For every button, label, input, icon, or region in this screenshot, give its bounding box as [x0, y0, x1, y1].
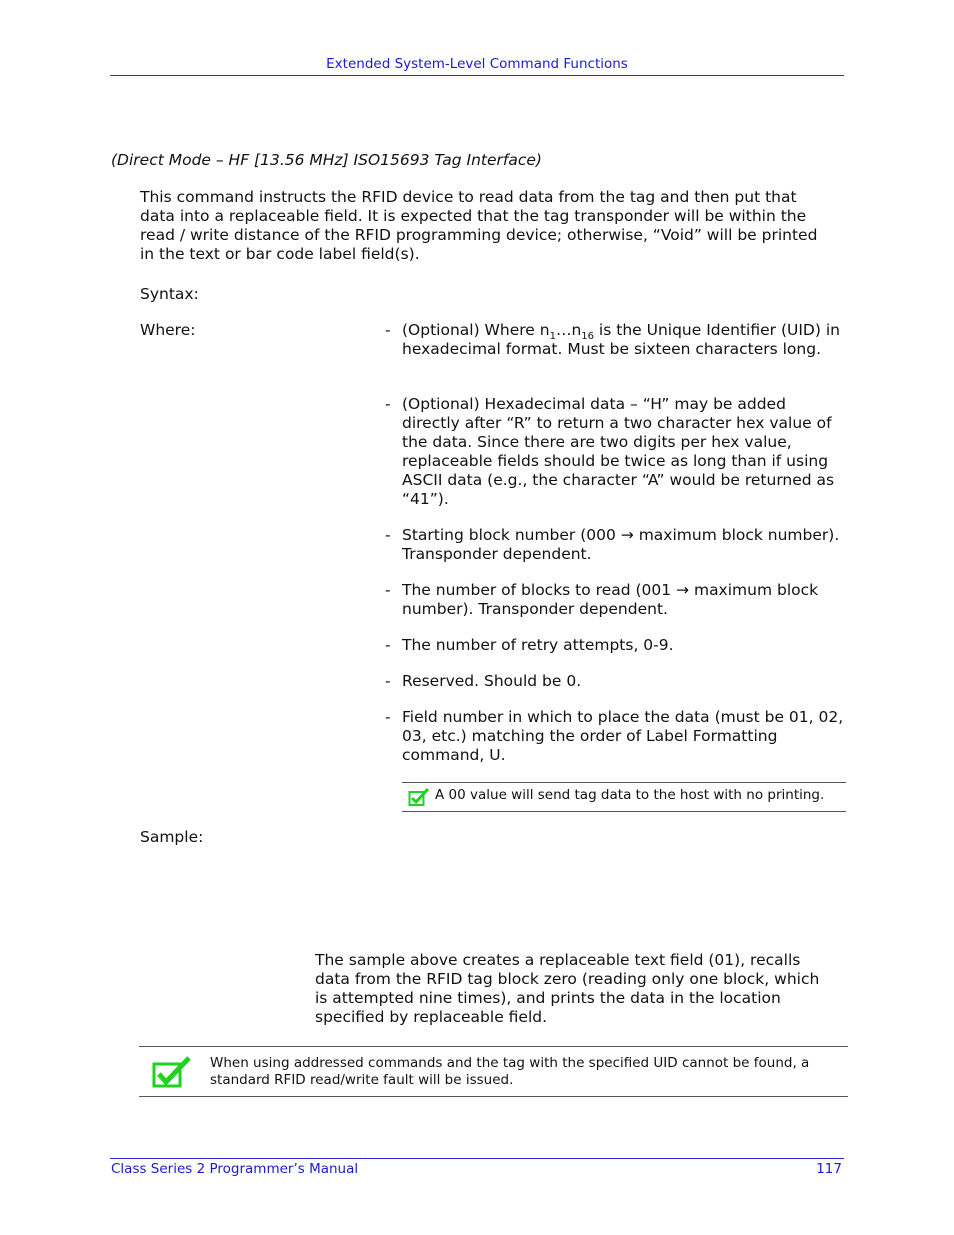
param-start-block-text: Starting block number (000 → maximum block number). Transponder dependent. — [402, 526, 840, 563]
list-dash: - — [385, 672, 391, 690]
param-field-number — [385, 708, 845, 765]
list-dash: - — [385, 395, 391, 413]
list-dash: - — [385, 581, 391, 599]
note-box-small — [402, 782, 846, 812]
param-reserved — [385, 672, 845, 691]
param-hex-text: (Optional) Hexadecimal data – “H” may be added directly after “R” to return a two character hex value of the data. Since there are two digits per hex value, replaceable fields should be twice as long than if using ASCII data (e.g., the character “A” would be returned as “41”). — [402, 395, 835, 508]
section-subtitle: (Direct Mode – HF [13.56 MHz] ISO15693 Tag Interface) — [111, 151, 542, 169]
sample-label: Sample: — [140, 828, 204, 846]
sample-description: The sample above creates a replaceable text field (01), recalls data from the RFID tag block zero (reading only one block, which is attempted nine times), and prints the data in the location specified by replaceable field. — [315, 951, 820, 1026]
param-field-number-text: Field number in which to place the data (must be 01, 02, 03, etc.) matching the order of Label Formatting command, U. — [402, 708, 844, 764]
where-label: Where: — [140, 321, 196, 339]
running-header: Extended System-Level Command Functions — [326, 56, 628, 72]
footer-rule — [110, 1158, 844, 1159]
checkmark-note-icon — [152, 1056, 192, 1092]
param-start-block — [385, 526, 845, 564]
param-uid — [385, 321, 845, 359]
note-large-text: When using addressed commands and the tag with the specified UID cannot be found, a standard RFID read/write fault will be issued. — [210, 1055, 810, 1088]
header-rule — [110, 75, 844, 76]
note-small-text: A 00 value will send tag data to the host with no printing. — [435, 787, 825, 803]
list-dash: - — [385, 526, 391, 544]
param-hex — [385, 395, 845, 509]
footer-page-number: 117 — [816, 1161, 842, 1177]
list-dash: - — [385, 321, 391, 339]
param-retry — [385, 636, 845, 655]
intro-paragraph: This command instructs the RFID device to read data from the tag and then put that data into a replaceable field. It is expected that the tag transponder will be within the read / write distance of the RFID programming device; otherwise, “Void” will be printed in the text or bar code label field(s). — [140, 188, 818, 263]
footer-manual-title: Class Series 2 Programmer’s Manual — [111, 1161, 359, 1177]
param-uid-text: (Optional) Where $n_1\dots n_{16}$ is the Unique Identifier (UID) in hexadecimal format. Must be sixteen characters long. — [402, 321, 840, 358]
list-dash: - — [385, 636, 391, 654]
param-block-count — [385, 581, 845, 619]
note-box-large — [139, 1046, 848, 1097]
param-retry-text: The number of retry attempts, 0-9. — [402, 636, 674, 654]
syntax-label: Syntax: — [140, 285, 199, 303]
checkmark-note-icon — [408, 787, 430, 811]
param-reserved-text: Reserved. Should be 0. — [402, 672, 582, 690]
param-block-count-text: The number of blocks to read (001 → maximum block number). Transponder dependent. — [402, 581, 819, 618]
list-dash: - — [385, 708, 391, 726]
